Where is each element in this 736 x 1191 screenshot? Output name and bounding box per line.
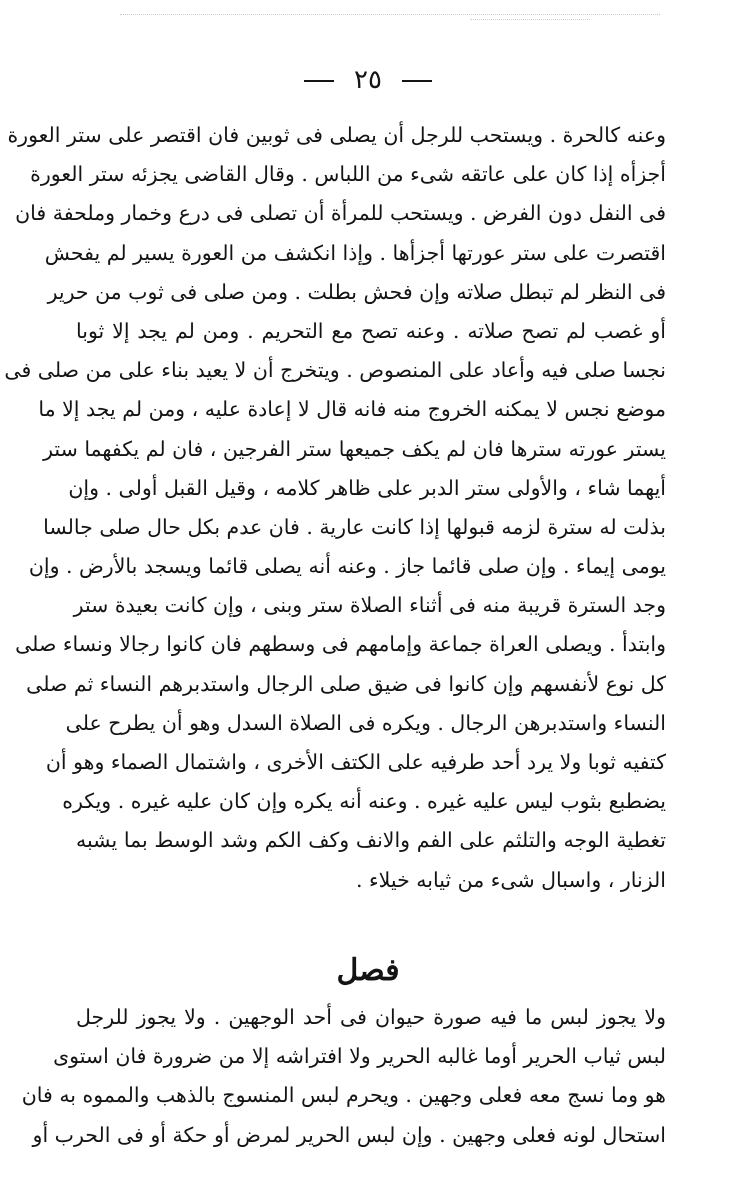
scan-edge-line [120,14,660,15]
page-number: ٢٥ [354,65,382,95]
text-line: استحال لونه فعلى وجهين . وإن لبس الحرير لمرض أو حكة أو فى الحرب أو [32,1122,666,1147]
text-line: أو غصب لم تصح صلاته . وعنه تصح مع التحريم . ومن لم يجد إلا ثوبا [76,318,666,343]
paragraph-2 [21,998,666,1155]
text-line: يستر عورته سترها فان لم يكف جميعها ستر الفرجين ، فان لم يكفهما ستر [43,436,666,461]
header-dash-left [304,80,334,82]
text-line: لبس ثياب الحرير أوما غالبه الحرير ولا افتراشه إلا من ضرورة فان استوى [53,1044,666,1069]
text-line: موضع نجس لا يمكنه الخروج منه فانه قال لا إعادة عليه ، ومن لم يجد إلا ما [38,397,666,422]
page-header [0,60,736,100]
text-line: يضطبع بثوب ليس عليه غيره . وعنه أنه يكره وإن كان عليه غيره . ويكره [62,789,666,814]
text-line: وجد السترة قريبة منه فى أثناء الصلاة ستر وبنى ، وإن كانت بعيدة ستر [73,593,666,618]
scan-edge-line [470,19,590,20]
text-line: النساء واستدبرهن الرجال . ويكره فى الصلاة السدل وهو أن يطرح على [65,710,666,735]
header-dash-right [402,80,432,82]
text-line: وابتدأ . ويصلى العراة جماعة وإمامهم فى وسطهم فان كانوا رجالا ونساء صلى [15,632,666,657]
text-line: فى النظر لم تبطل صلاته وإن فحش بطلت . ومن صلى فى ثوب من حرير [47,279,666,304]
text-line: اقتصرت على ستر عورتها أجزأها . وإذا انكشف من العورة يسير لم يفحش [44,240,666,265]
text-line: وعنه كالحرة . ويستحب للرجل أن يصلى فى ثوبين فان اقتصر على ستر العورة [7,123,666,147]
text-line: فى النفل دون الفرض . ويستحب للمرأة أن تصلى فى درع وخمار وملحفة فان [15,201,666,226]
text-line: هو وما نسج معه فعلى وجهين . ويحرم لبس المنسوج بالذهب والمموه به فان [21,1083,666,1108]
paragraph-1 [4,116,666,900]
text-line: الزنار ، واسبال شىء من ثيابه خيلاء . [355,867,666,892]
text-line: أيهما شاء ، والأولى ستر الدبر على ظاهر كلامه ، وقيل القبل أولى . وإن [68,475,666,500]
text-line: ولا يجوز لبس ما فيه صورة حيوان فى أحد الوجهين . ولا يجوز للرجل [76,1005,666,1029]
text-line: تغطية الوجه والتلثم على الفم والانف وكف الكم وشد الوسط بما يشبه [76,828,666,853]
section-heading: فصل [336,953,400,988]
text-line: بذلت له سترة لزمه قبولها إذا كانت عارية . فان عدم بكل حال صلى جالسا [43,514,666,539]
text-line: يومى إيماء . وإن صلى قائما جاز . وعنه أنه يصلى قائما ويسجد بالأرض . وإن [28,554,666,579]
text-line: كتفيه ثوبا ولا يرد أحد طرفيه على الكتف الأخرى ، واشتمال الصماء وهو أن [45,750,666,774]
text-line: كل نوع لأنفسهم وإن كانوا فى ضيق صلى الرجال واستدبرهم النساء ثم صلى [26,671,666,696]
text-line: أجزأه إذا كان على عاتقه شىء من اللباس . وقال القاضى يجزئه ستر العورة [30,162,666,187]
text-line: نجسا صلى فيه وأعاد على المنصوص . ويتخرج أن لا يعيد بناء على من صلى فى [4,358,666,383]
